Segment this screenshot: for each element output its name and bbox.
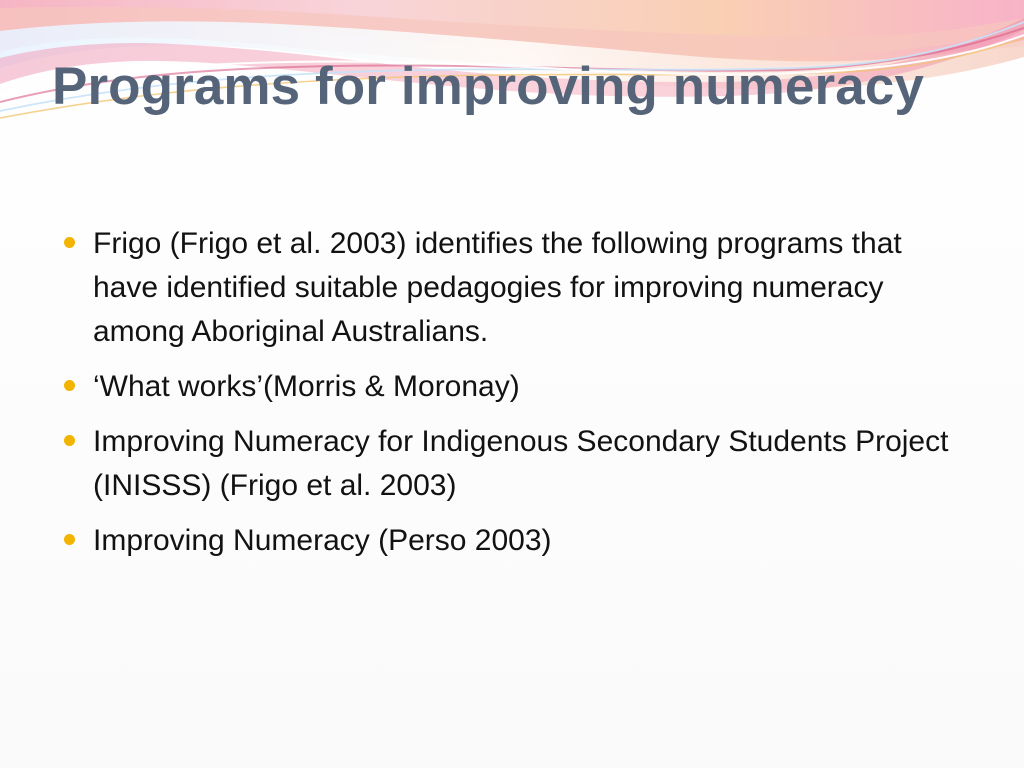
bullet-dot-icon bbox=[64, 237, 75, 248]
bullet-item bbox=[64, 420, 954, 508]
bullet-dot-icon bbox=[64, 380, 75, 391]
bullet-dot-icon bbox=[64, 534, 75, 545]
bullet-item bbox=[64, 365, 954, 409]
bullet-text: Improving Numeracy for Indigenous Secondary Students Project (INISSS) (Frigo et al. 2003) bbox=[93, 425, 949, 502]
bullet-text: Improving Numeracy (Perso 2003) bbox=[93, 524, 552, 557]
bullet-text: ‘What works’(Morris & Moronay) bbox=[93, 370, 520, 403]
bullet-item bbox=[64, 222, 954, 354]
slide-title: Programs for improving numeracy bbox=[52, 57, 924, 116]
bullet-dot-icon bbox=[64, 435, 75, 446]
bullet-list bbox=[64, 222, 954, 574]
bullet-text: Frigo (Frigo et al. 2003) identifies the following programs that have identified suitable pedagogies for improving numeracy among Aboriginal Australians. bbox=[93, 227, 902, 348]
bullet-item bbox=[64, 519, 954, 563]
